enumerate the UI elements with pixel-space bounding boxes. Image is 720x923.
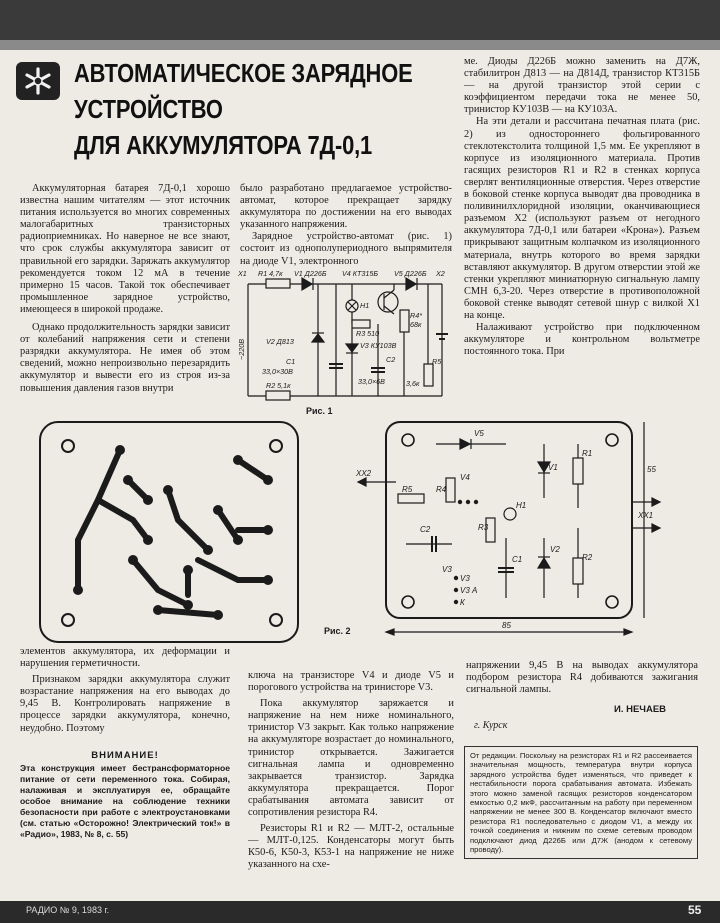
bottom-column-1	[20, 646, 230, 735]
fig1-label-mains: ~220В	[237, 339, 246, 360]
bottom-c1-paragraph-1: элементов аккумулятора, их деформации и нарушения герметичности.	[20, 646, 230, 670]
fig2-label-v3: V3	[442, 565, 452, 574]
scan-top-edge	[0, 40, 720, 50]
warning-text: Эта конструкция имеет бестрансформаторное питание от сети переменного тока. Собирая, налаживая и эксплуатируя ее, обращайте особое внимание на соблюдение техники безопасности при работе с электроустановками (см. статью «Осторожно! Электрический ток!» в «Радио», 1983, № 8, с. 55)	[20, 763, 230, 839]
fig2-label-r2: R2	[582, 553, 593, 562]
bottom-c2-paragraph-3: Резисторы R1 и R2 — МЛТ-2, остальные — МЛТ-0,125. Конденсаторы могут быть К50-6, К50-3, К53-1 на напряжение не ниже указанного на схе-	[248, 823, 454, 871]
fig2-label-v4: V4	[460, 473, 470, 482]
col3-paragraph-1: ме. Диоды Д226Б можно заменить на Д7Ж, стабилитрон Д813 — на Д814Д, транзистор КТ315Б — на другой транзистор этой серии с коэффициентом передачи тока не менее 50, тринистор КУ103В — на КУ103А.	[464, 56, 700, 116]
fig1-label-h1: H1	[360, 301, 370, 310]
fig1-label-x1: X1	[238, 269, 247, 278]
fig1-label-r1: R1 4,7к	[258, 269, 283, 278]
fig1-label-x2: X2	[436, 269, 445, 278]
fig2-label-v3-a: V3 А	[460, 586, 478, 595]
fig2-label-v1: V1	[548, 463, 558, 472]
bottom-c1-paragraph-2: Признаком зарядки аккумулятора служит возрастание напряжения на его выводах до 9,45 В. Контролировать напряжение в процессе зарядки аккумулятора, конечно, неудобно. Поэтому	[20, 674, 230, 734]
fig1-label-r4: R4*	[410, 311, 422, 320]
fig2-label-xx2: XX2	[356, 469, 372, 478]
fig2-label-v3-k: К	[460, 598, 465, 607]
fig1-label-v4: V4 КТ315Б	[342, 269, 379, 278]
fig1-label-r2: R2 5,1к	[266, 381, 291, 390]
fig1-label-c2-value: 33,0×6В	[358, 377, 385, 386]
fig1-label-v5: V5 Д226Б	[394, 269, 427, 278]
fig1-label-v3: V3 КУ103В	[360, 341, 397, 350]
bottom-c2-paragraph-2: Пока аккумулятор заряжается и напряжение на нем ниже номинального, тринистор V3 закрыт. Как только напряжение на аккумуляторе возрастает до номинального, тринистор открывается. Зажигается сигнальная лампа и одновременно закрывается транзистор. Зарядка аккумулятора прекращается. Порог срабатывания автомата зависит от сопротивления резистора R4.	[248, 698, 454, 819]
title-line-3: ДЛЯ АККУМУЛЯТОРА 7Д-0,1	[74, 132, 373, 160]
bottom-column-2	[248, 670, 454, 872]
col1-paragraph-1: Аккумуляторная батарея 7Д-0,1 хорошо известна нашим читателям — этот источник питания используется во многих современных малогабаритных транзисторных радиоприемниках. Но наверное не все знают, что срок службы аккумулятора зависит от правильной его зарядки. Заряжать аккумулятор рекомендуется током 12 мА в течение примерно 15 часов. Такой ток обеспечивает промышленное зарядное устройство, имеющееся в широкой продаже.	[20, 183, 230, 315]
title-line-2: УСТРОЙСТВО	[74, 96, 223, 124]
col2-paragraph-2: Зарядное устройство-автомат (рис. 1) состоит из однополупериодного выпрямителя на диоде V1, электронного	[240, 231, 452, 267]
fig1-label-v2: V2 Д813	[266, 337, 294, 346]
figure-1-schematic	[236, 264, 456, 414]
scan-top-band	[0, 0, 720, 40]
editor-note-text: От редакции. Поскольку на резисторах R1 и R2 рассеивается значительная мощность, температура внутри корпуса зарядного устройства будет изменяться, что приведет к нестабильности порога срабатывания автомата. Избежать этого можно заменой гасящих резисторов конденсатором емкостью 0,2 мкФ, рассчитанным на работу при переменном напряжении не менее 300 В. Конденсатор включают вместо резистора R1 последовательно с диодом V1, а между их точкой соединения и нижним по схеме сетевым проводом подключают диод Д226Б или Д7Ж (анодом к сетевому проводу).	[470, 751, 692, 855]
column-1	[20, 183, 230, 395]
figure-2-pcb-components	[356, 418, 666, 642]
fig1-label-c1-value: 33,0×30В	[262, 367, 293, 376]
col3-paragraph-3: Налаживают устройство при подключенном аккумуляторе и контрольном вольтметре постоянного тока. При	[464, 322, 700, 358]
article-title	[74, 56, 413, 164]
footer-issue: РАДИО № 9, 1983 г.	[26, 905, 110, 915]
fig2-label-v5: V5	[474, 429, 484, 438]
fig1-label-v1: V1 Д226Б	[294, 269, 327, 278]
fig2-label-v2: V2	[550, 545, 560, 554]
fig1-caption: Рис. 1	[306, 406, 333, 416]
fig2-label-c2: C2	[420, 525, 431, 534]
author-city: г. Курск	[474, 720, 508, 731]
section-logo	[16, 62, 60, 100]
fig2-label-xx1: XX1	[638, 511, 654, 520]
col3-paragraph-2: На эти детали и рассчитана печатная плата (рис. 2) из одностороннего фольгированного стеклотекстолита толщиной 1,5 мм. Ее укрепляют в корпусе из изоляционного материала. Против гасящих резисторов R1 и R2 в стенках корпуса сверлят вентиляционные отверстия. Через отверстие в боковой стенке корпуса выводят два проводника в поливинилхлоридной изоляции, оканчивающиеся разъемом Х2 (используют разъем от негодного аккумулятора 7Д-0,1 или батареи «Крона»). Разъем прикрывают защитным колпачком из изоляционного материала, внутрь которого во время зарядки вставляют аккумулятор. В другом отверстии этой же стенки укрепляют миниатюрную сигнальную лампу СМН 6,3-20. Через отверстие в противоположной боковой стенке выводят сетевой шнур с вилкой Х1 на конце.	[464, 116, 700, 321]
fig1-label-r5: R5	[432, 357, 442, 366]
fig2-label-v3-u: V3	[460, 574, 470, 583]
fig1-label-r3: R3 510	[356, 329, 380, 338]
column-3	[464, 56, 700, 358]
editor-note	[464, 746, 698, 859]
fig1-label-c2: C2	[386, 355, 396, 364]
fig2-dim-height: 55	[647, 465, 656, 474]
fig1-label-r5-value: 3,6к	[406, 379, 420, 388]
col1-paragraph-2: Однако продолжительность зарядки зависит от колебаний напряжения сети и степени разрядки аккумулятора. Не имея об этом сведений, можно непроизвольно перезарядить аккумулятор и вывести его из строя из-за повышения давления газов внутри	[20, 322, 230, 394]
asterisk-logo-icon	[16, 62, 60, 100]
author-name: И. НЕЧАЕВ	[614, 704, 667, 715]
warning-heading: ВНИМАНИЕ!	[91, 750, 159, 761]
fig2-label-r3: R3	[478, 523, 489, 532]
fig1-label-c1: C1	[286, 357, 296, 366]
fig2-label-c1: C1	[512, 555, 523, 564]
bottom-c3-paragraph-1: напряжении 9,45 В на выводах аккумулятора подбором резистора R4 добиваются зажигания сигнальной лампы.	[466, 660, 698, 696]
fig2-dim-width: 85	[502, 621, 511, 630]
fig2-caption: Рис. 2	[324, 626, 351, 636]
title-line-1: АВТОМАТИЧЕСКОЕ ЗАРЯДНОЕ	[74, 60, 413, 88]
fig2-label-h1: H1	[516, 501, 527, 510]
page-number: 55	[688, 903, 702, 917]
fig1-label-r4-value: 68к	[410, 320, 422, 329]
safety-warning	[20, 750, 230, 840]
bottom-column-3	[466, 660, 698, 696]
fig2-label-r5: R5	[402, 485, 413, 494]
figure-2-pcb-traces	[38, 420, 302, 646]
fig2-label-r4: R4	[436, 485, 447, 494]
col2-paragraph-1: было разработано предлагаемое устройство-автомат, которое прекращает зарядку аккумулятора по достижении на его выводах указанного напряжения.	[240, 183, 452, 231]
fig2-label-r1: R1	[582, 449, 593, 458]
column-2	[240, 183, 452, 268]
bottom-c2-paragraph-1: ключа на транзисторе V4 и диоде V5 и порогового устройства на тринисторе V3.	[248, 670, 454, 694]
